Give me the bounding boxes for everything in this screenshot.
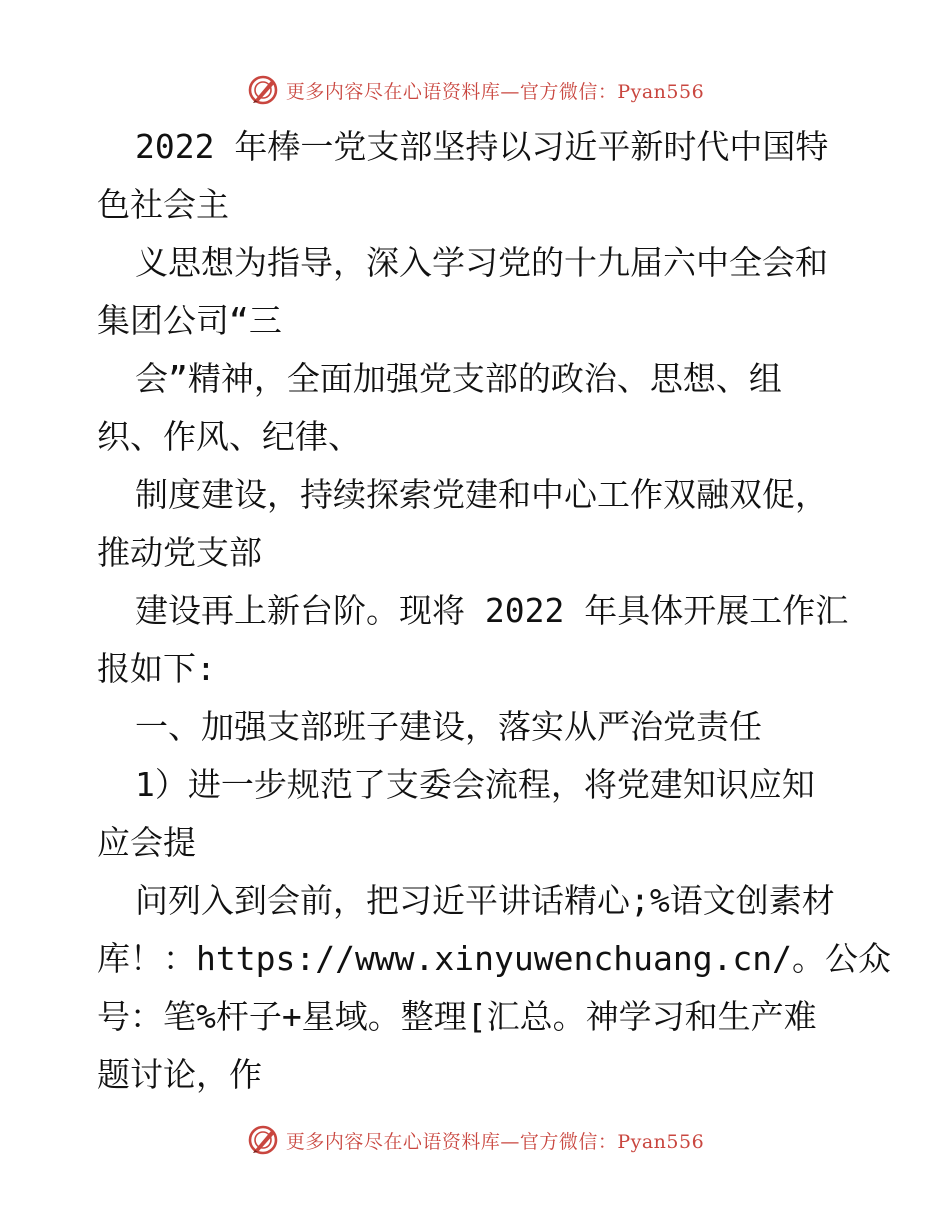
text-line: 义思想为指导，深入学习党的十九届六中全会和: [135, 243, 828, 282]
text-line: 1）进一步规范了支委会流程，将党建知识应知: [135, 765, 815, 804]
text-line: 2022 年棒一党支部坚持以习近平新时代中国特: [135, 127, 829, 166]
text-line: 库！：https://www.xinyuwenchuang.cn/。公众: [97, 939, 892, 978]
pen-logo-icon: [246, 73, 280, 107]
text-line: 织、作风、纪律、: [97, 417, 361, 456]
footer-watermark-banner: [0, 1118, 950, 1162]
footer-watermark-text: 更多内容尽在心语资料库—官方微信：Pyan556: [285, 1130, 705, 1153]
text-line: 色社会主: [97, 185, 229, 224]
text-line: 问列入到会前，把习近平讲话精心;%语文创素材: [135, 881, 835, 920]
text-line: 制度建设，持续探索党建和中心工作双融双促，: [135, 475, 828, 514]
text-line: 报如下:: [97, 649, 216, 688]
text-line: 集团公司“三: [97, 301, 282, 340]
text-line: 号：笔%杆子+星域。整理[汇总。神学习和生产难: [97, 997, 817, 1036]
text-line: 建设再上新台阶。现将 2022 年具体开展工作汇: [135, 591, 849, 630]
pen-logo-icon: [246, 1123, 280, 1157]
text-line: 题讨论，作: [97, 1055, 262, 1094]
header-watermark-text: 更多内容尽在心语资料库—官方微信：Pyan556: [285, 80, 705, 103]
text-line: 应会提: [97, 823, 196, 862]
header-watermark-banner: [0, 68, 950, 112]
document-body: [97, 118, 892, 1104]
section-heading: 一、加强支部班子建设，落实从严治党责任: [135, 707, 762, 746]
text-line: 会”精神，全面加强党支部的政治、思想、组: [135, 359, 782, 398]
text-line: 推动党支部: [97, 533, 262, 572]
